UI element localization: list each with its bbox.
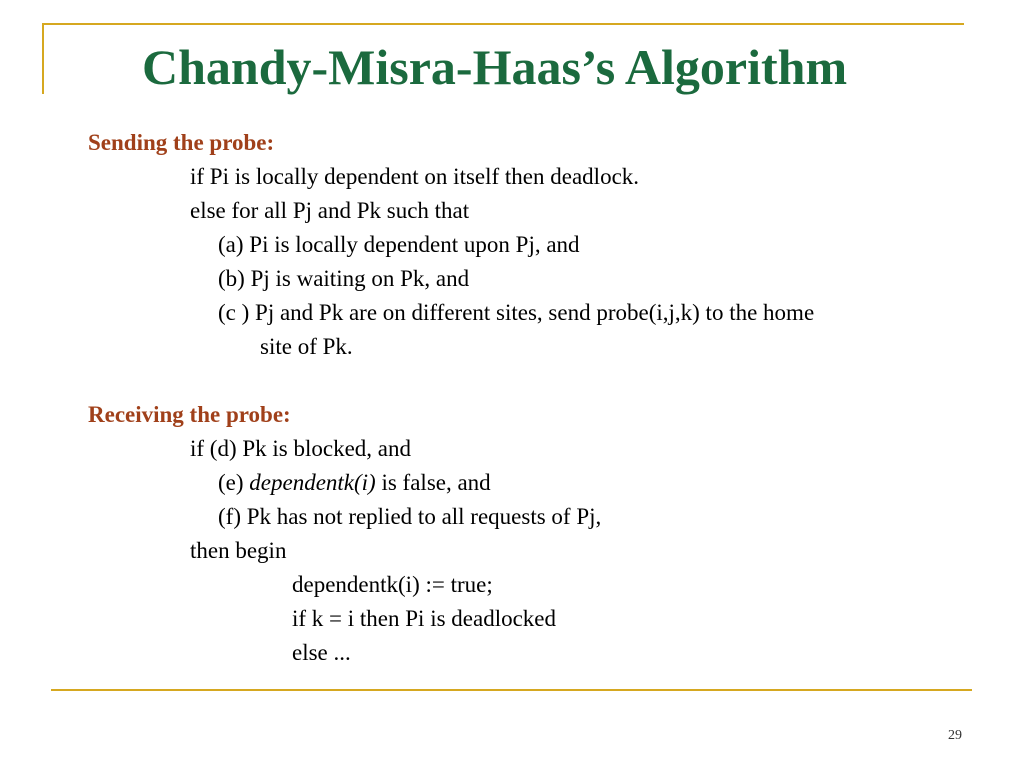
receiving-line-6: if k = i then Pi is deadlocked (292, 606, 557, 631)
receiving-line-3: (f) Pk has not replied to all requests of Pj, (218, 504, 602, 529)
receiving-line-2 (218, 468, 491, 498)
receiving-line-7: else ... (292, 640, 351, 665)
sending-line-3: (a) Pi is locally dependent upon Pj, and (218, 232, 580, 257)
sending-line-4: (b) Pj is waiting on Pk, and (218, 266, 470, 291)
receiving-line-5: dependentk(i) := true; (292, 572, 493, 597)
sending-heading: Sending the probe: (88, 130, 275, 155)
receiving-line-2-italic: dependentk(i) (249, 470, 376, 495)
sending-line-2: else for all Pj and Pk such that (190, 198, 470, 223)
sending-line-5: (c ) Pj and Pk are on different sites, send probe(i,j,k) to the home (218, 300, 815, 325)
receiving-line-1: if (d) Pk is blocked, and (190, 436, 412, 461)
sending-line-6: site of Pk. (260, 334, 353, 359)
receiving-line-2-suffix: is false, and (375, 470, 491, 495)
receiving-line-4: then begin (190, 538, 287, 563)
receiving-line-2-prefix: (e) (218, 470, 250, 495)
receiving-heading: Receiving the probe: (88, 402, 291, 427)
page-number: 29 (948, 728, 962, 743)
top-rule (42, 23, 964, 25)
slide-title: Chandy-Misra-Haas’s Algorithm (142, 39, 848, 95)
sending-line-1: if Pi is locally dependent on itself then deadlock. (190, 164, 640, 189)
left-rule (42, 23, 44, 94)
bottom-rule (51, 689, 972, 691)
